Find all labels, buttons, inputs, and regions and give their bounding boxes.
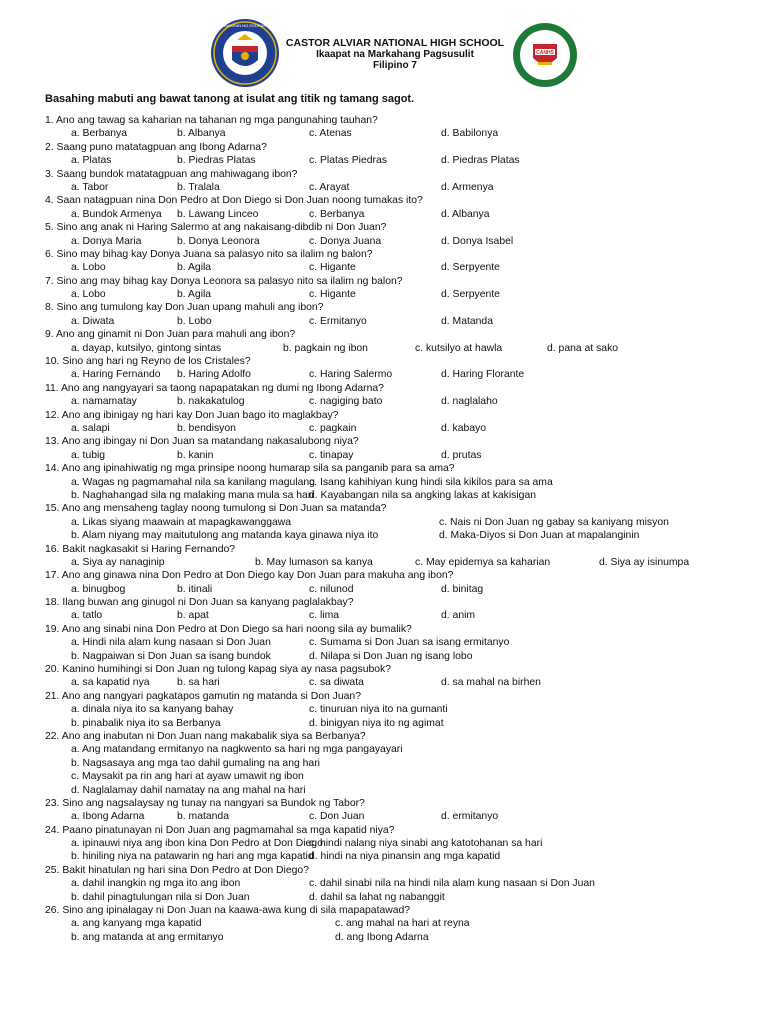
answer-choice: c. Berbanya [309, 208, 365, 220]
question-stem: 5. Sino ang anak ni Haring Salermo at ang nakaisang-dibdib ni Don Juan? [45, 222, 387, 234]
answer-choice: b. Naghahangad sila ng malaking mana mula sa hari [71, 489, 314, 501]
answer-choice: c. tinuruan niya ito na gumanti [309, 704, 448, 716]
exam-title: Ikaapat na Markahang Pagsusulit [316, 49, 474, 60]
answer-choice: c. hindi nalang niya sinabi ang katotohanan sa hari [309, 838, 543, 850]
question-item [45, 623, 745, 663]
choices-row [45, 516, 745, 529]
deped-seal-icon [210, 18, 280, 88]
answer-choice: d. Albanya [441, 208, 490, 220]
answer-choice: c. tinapay [309, 449, 354, 461]
choices-row [45, 208, 745, 221]
answer-choice: b. hiniling niya na patawarin ng hari ang mga kapatid [71, 851, 314, 863]
question-item [45, 462, 745, 502]
answer-choice: a. Berbanya [71, 128, 128, 140]
answer-choice: a. Siya ay nanaginip [71, 556, 165, 568]
choices-row [45, 636, 745, 649]
answer-choice: c. sa diwata [309, 677, 364, 689]
question-stem: 3. Saang bundok matatagpuan ang mahiwagang ibon? [45, 168, 298, 180]
choices-row [45, 154, 745, 167]
answer-choice: b. Haring Adolfo [177, 369, 251, 381]
choices-row [45, 261, 745, 274]
school-name: CASTOR ALVIAR NATIONAL HIGH SCHOOL [285, 37, 505, 49]
question-stem: 8. Sino ang tumulong kay Don Juan upang mahuli ang ibon? [45, 302, 324, 314]
answer-choice: a. binugbog [71, 583, 126, 595]
answer-choice: b. Nagsasaya ang mga tao dahil gumaling na ang hari [71, 757, 320, 769]
question-item [45, 824, 745, 864]
subject-title: Filipino 7 [373, 60, 417, 71]
choices-row [45, 770, 745, 783]
question-item [45, 690, 745, 730]
answer-choice: b. sa hari [177, 677, 220, 689]
answer-choice: b. bendisyon [177, 422, 236, 434]
question-stem: 17. Ano ang ginawa nina Don Pedro at Don Diego kay Don Juan para makuha ang ibon? [45, 570, 454, 582]
question-item [45, 114, 745, 141]
question-item [45, 382, 745, 409]
question-stem: 16. Bakit nagkasakit si Haring Fernando? [45, 543, 236, 555]
answer-choice: d. binitag [441, 583, 484, 595]
question-stem: 4. Saan natagpuan nina Don Pedro at Don Diego si Don Juan noong tumakas ito? [45, 195, 423, 207]
answer-choice: b. Lawang Linceo [177, 208, 259, 220]
question-stem: 12. Ano ang ibinigay ng hari kay Don Juan bago ito maglakbay? [45, 409, 339, 421]
question-item [45, 194, 745, 221]
choices-row [45, 931, 745, 944]
answer-choice: b. May lumason sa kanya [255, 556, 373, 568]
choices-row [45, 784, 745, 797]
answer-choice: a. tatlo [71, 610, 103, 622]
answer-choice: b. pagkain ng ibon [283, 342, 368, 354]
answer-choice: d. Armenya [441, 181, 494, 193]
question-item [45, 328, 745, 355]
choices-row [45, 650, 745, 663]
svg-text:KAGAWARAN NG EDUKASYON: KAGAWARAN NG EDUKASYON [215, 23, 275, 28]
choices-row [45, 127, 745, 140]
school-heading [280, 38, 510, 71]
choices-row [45, 917, 745, 930]
choices-row [45, 810, 745, 823]
answer-choice: b. itinali [177, 583, 213, 595]
answer-choice: b. ang matanda at ang ermitanyo [71, 931, 224, 943]
answer-choice: b. pinabalik niya ito sa Berbanya [71, 717, 221, 729]
answer-choice: a. salapi [71, 422, 110, 434]
answer-choice: b. Lobo [177, 315, 212, 327]
answer-choice: d. ermitanyo [441, 811, 499, 823]
question-stem: 13. Ano ang ibingay ni Don Juan sa matandang nakasalubong niya? [45, 436, 359, 448]
answer-choice: c. May epidemya sa kaharian [415, 556, 551, 568]
answer-choice: d. hindi na niya pinansin ang mga kapatid [309, 851, 501, 863]
question-item [45, 569, 745, 596]
answer-choice: c. Platas Piedras [309, 155, 387, 167]
choices-row [45, 850, 745, 863]
question-list [45, 114, 745, 944]
answer-choice: d. pana at sako [547, 342, 619, 354]
answer-choice: a. tubig [71, 449, 106, 461]
answer-choice: c. lima [309, 610, 340, 622]
answer-choice: d. Naglalamay dahil namatay na ang mahal na hari [71, 784, 306, 796]
answer-choice: d. dahil sa lahat ng nabanggit [309, 891, 445, 903]
answer-choice: c. Isang kahihiyan kung hindi sila kikilos para sa ama [309, 476, 553, 488]
question-item [45, 730, 745, 797]
answer-choice: d. ang Ibong Adarna [335, 931, 429, 943]
question-item [45, 864, 745, 904]
answer-choice: a. Haring Fernando [71, 369, 161, 381]
answer-choice: c. Atenas [309, 128, 352, 140]
choices-row [45, 556, 745, 569]
choices-row [45, 288, 745, 301]
question-item [45, 248, 745, 275]
answer-choice: a. Wagas ng pagmamahal nila sa kanilang magulang [71, 476, 315, 488]
question-stem: 7. Sino ang may bihag kay Donya Leonora sa palasyo nito sa ilalim ng balon? [45, 275, 403, 287]
question-stem: 9. Ano ang ginamit ni Don Juan para mahuli ang ibon? [45, 329, 296, 341]
choices-row [45, 609, 745, 622]
question-item [45, 596, 745, 623]
choices-row [45, 342, 745, 355]
answer-choice: a. Bundok Armenya [71, 208, 162, 220]
question-item [45, 168, 745, 195]
answer-choice: a. Ang matandang ermitanyo na nagkwento sa hari ng mga pangayayari [71, 744, 403, 756]
svg-text:CANHS: CANHS [536, 50, 554, 56]
answer-choice: b. Tralala [177, 181, 220, 193]
choices-row [45, 489, 745, 502]
answer-choice: a. Diwata [71, 315, 115, 327]
answer-choice: a. Donya Maria [71, 235, 142, 247]
answer-choice: c. pagkain [309, 422, 357, 434]
answer-choice: c. Haring Salermo [309, 369, 393, 381]
question-item [45, 502, 745, 542]
question-stem: 6. Sino may bihag kay Donya Juana sa palasyo nito sa ilalim ng balon? [45, 248, 373, 260]
choices-row [45, 891, 745, 904]
choices-row [45, 837, 745, 850]
question-item [45, 355, 745, 382]
question-stem: 2. Saang puno matatagpuan ang Ibong Adarna? [45, 141, 267, 153]
answer-choice: b. dahil pinagtulungan nila si Don Juan [71, 891, 250, 903]
answer-choice: a. ipinauwi niya ang ibon kina Don Pedro at Don Diego [71, 838, 323, 850]
question-item [45, 663, 745, 690]
question-stem: 21. Ano ang nangyari pagkatapos gamutin ng matanda si Don Juan? [45, 690, 361, 702]
choices-row [45, 757, 745, 770]
question-stem: 19. Ano ang sinabi nina Don Pedro at Don Diego sa hari noong sila ay bumalik? [45, 623, 412, 635]
question-stem: 25. Bakit hinatulan ng hari sina Don Pedro at Don Diego? [45, 864, 309, 876]
question-stem: 1. Ano ang tawag sa kaharian na tahanan ng mga pangunahing tauhan? [45, 115, 378, 126]
choices-row [45, 676, 745, 689]
answer-choice: a. Tabor [71, 181, 109, 193]
choices-row [45, 476, 745, 489]
answer-choice: d. Siya ay isinumpa [599, 556, 690, 568]
choices-row [45, 181, 745, 194]
answer-choice: c. Sumama si Don Juan sa isang ermitanyo [309, 637, 510, 649]
answer-choice: c. ang mahal na hari at reyna [335, 918, 470, 930]
question-stem: 24. Paano pinatunayan ni Don Juan ang pagmamahal sa mga kapatid niya? [45, 824, 395, 836]
answer-choice: a. Likas siyang maawain at mapagkawanggawa [71, 516, 292, 528]
answer-choice: d. naglalaho [441, 396, 498, 408]
answer-choice: a. Lobo [71, 289, 106, 301]
answer-choice: d. Nilapa si Don Juan ng isang lobo [309, 650, 473, 662]
answer-choice: b. matanda [177, 811, 229, 823]
choices-row [45, 529, 745, 542]
question-stem: 22. Ano ang inabutan ni Don Juan nang makabalik siya sa Berbanya? [45, 730, 366, 742]
document-header [0, 0, 768, 90]
answer-choice: d. prutas [441, 449, 482, 461]
answer-choice: d. Kayabangan nila sa angking lakas at kakisigan [309, 489, 537, 501]
choices-row [45, 449, 745, 462]
answer-choice: d. Maka-Diyos si Don Juan at mapalanginin [439, 530, 640, 542]
choices-row [45, 703, 745, 716]
answer-choice: c. Nais ni Don Juan ng gabay sa kaniyang misyon [439, 516, 669, 528]
question-item [45, 301, 745, 328]
answer-choice: b. nakakatulog [177, 396, 245, 408]
answer-choice: d. Serpyente [441, 289, 500, 301]
answer-choice: a. Platas [71, 155, 112, 167]
question-stem: 10. Sino ang hari ng Reyno de los Cristales? [45, 356, 251, 368]
choices-row [45, 743, 745, 756]
answer-choice: c. Arayat [309, 181, 350, 193]
choices-row [45, 583, 745, 596]
answer-choice: b. Nagpaiwan si Don Juan sa isang bundok [71, 650, 271, 662]
choices-row [45, 235, 745, 248]
answer-choice: b. Donya Leonora [177, 235, 260, 247]
answer-choice: d. binigyan niya ito ng agimat [309, 717, 444, 729]
answer-choice: b. Piedras Platas [177, 155, 256, 167]
answer-choice: d. anim [441, 610, 476, 622]
answer-choice: a. Hindi nila alam kung nasaan si Don Juan [71, 637, 271, 649]
question-stem: 15. Ano ang mensaheng taglay noong tumulong si Don Juan sa matanda? [45, 503, 387, 515]
choices-row [45, 877, 745, 890]
answer-choice: c. nagiging bato [309, 396, 383, 408]
question-stem: 26. Sino ang ipinalagay ni Don Juan na kaawa-awa kung di sila mapapatawad? [45, 905, 411, 917]
choices-row [45, 717, 745, 730]
answer-choice: a. dayap, kutsilyo, gintong sintas [71, 342, 222, 354]
question-item [45, 797, 745, 824]
answer-choice: a. Ibong Adarna [71, 811, 145, 823]
answer-choice: b. Alam niyang may maitutulong ang matanda kaya ginawa niya ito [71, 530, 379, 542]
choices-row [45, 315, 745, 328]
question-item [45, 543, 745, 570]
answer-choice: d. Haring Florante [441, 369, 525, 381]
answer-choice: b. apat [177, 610, 209, 622]
answer-choice: a. Lobo [71, 262, 106, 274]
answer-choice: c. Higante [309, 289, 356, 301]
question-item [45, 409, 745, 436]
answer-choice: d. Serpyente [441, 262, 500, 274]
canhs-seal-icon [512, 22, 578, 88]
answer-choice: a. ang kanyang mga kapatid [71, 918, 202, 930]
answer-choice: c. dahil sinabi nila na hindi nila alam kung nasaan si Don Juan [309, 878, 595, 890]
choices-row [45, 368, 745, 381]
question-item [45, 221, 745, 248]
question-item [45, 141, 745, 168]
answer-choice: c. Maysakit pa rin ang hari at ayaw umawit ng ibon [71, 771, 304, 783]
choices-row [45, 395, 745, 408]
answer-choice: a. dinala niya ito sa kanyang bahay [71, 704, 234, 716]
question-stem: 20. Kanino humihingi si Don Juan ng tulong kapag siya ay nasa pagsubok? [45, 664, 392, 676]
answer-choice: a. namamatay [71, 396, 137, 408]
answer-choice: c. nilunod [309, 583, 354, 595]
instructions: Basahing mabuti ang bawat tanong at isulat ang titik ng tamang sagot. [45, 93, 415, 105]
answer-choice: d. kabayo [441, 422, 487, 434]
answer-choice: c. kutsilyo at hawla [415, 342, 503, 354]
answer-choice: b. kanin [177, 449, 214, 461]
answer-choice: d. Donya Isabel [441, 235, 514, 247]
answer-choice: d. Piedras Platas [441, 155, 520, 167]
answer-choice: d. Babilonya [441, 128, 499, 140]
question-stem: 11. Ano ang nangyayari sa taong napapatakan ng dumi ng Ibong Adarna? [45, 382, 384, 394]
answer-choice: c. Don Juan [309, 811, 365, 823]
answer-choice: d. Matanda [441, 315, 493, 327]
question-stem: 18. Ilang buwan ang ginugol ni Don Juan sa kanyang paglalakbay? [45, 597, 354, 609]
answer-choice: b. Agila [177, 289, 212, 301]
question-item [45, 435, 745, 462]
answer-choice: b. Agila [177, 262, 212, 274]
question-item [45, 275, 745, 302]
question-stem: 23. Sino ang nagsalaysay ng tunay na nangyari sa Bundok ng Tabor? [45, 797, 365, 809]
answer-choice: c. Ermitanyo [309, 315, 367, 327]
answer-choice: a. dahil inangkin ng mga ito ang ibon [71, 878, 241, 890]
answer-choice: b. Albanya [177, 128, 226, 140]
answer-choice: d. sa mahal na birhen [441, 677, 541, 689]
answer-choice: a. sa kapatid nya [71, 677, 150, 689]
question-stem: 14. Ano ang ipinahiwatig ng mga prinsipe noong humarap sila sa panganib para sa ama? [45, 463, 455, 475]
answer-choice: c. Donya Juana [309, 235, 382, 247]
answer-choice: c. Higante [309, 262, 356, 274]
question-item [45, 904, 745, 944]
choices-row [45, 422, 745, 435]
